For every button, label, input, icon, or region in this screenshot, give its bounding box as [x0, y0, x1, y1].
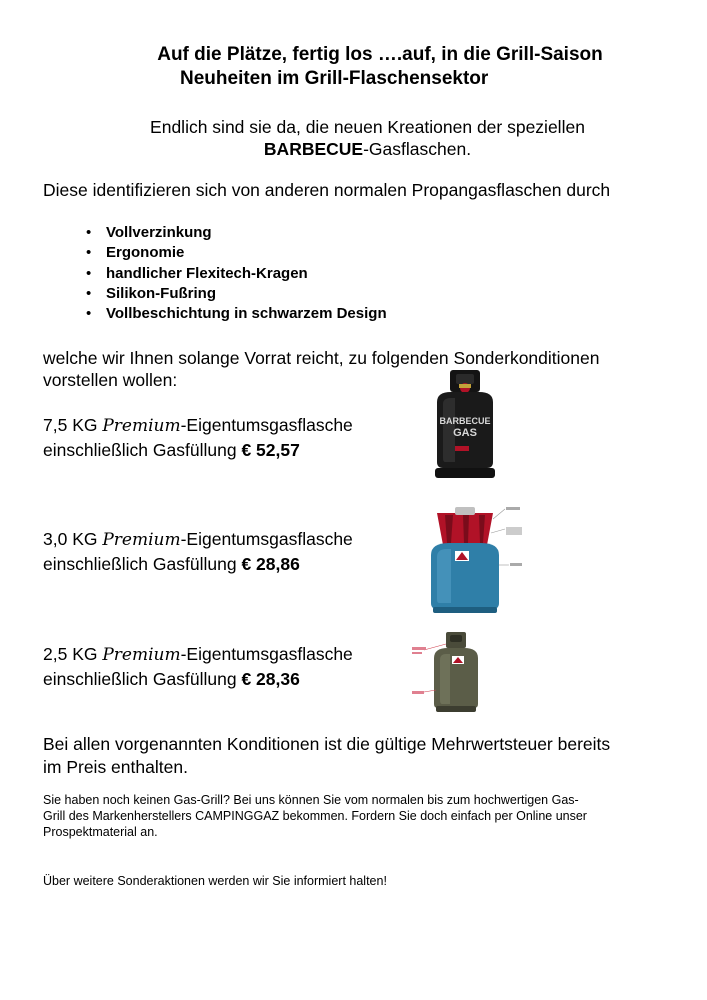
product-size: 3,0 KG: [43, 529, 103, 549]
product-offer-7-5kg: [43, 413, 353, 462]
annotation-mark: [412, 691, 424, 694]
intro-line-2: [0, 138, 707, 160]
fill-text: einschließlich Gasfüllung: [43, 554, 242, 574]
offer-intro-line-2: vorstellen wollen:: [43, 370, 178, 390]
collar-handle-opening: [456, 374, 474, 384]
black-barbecue-gas-bottle-image: [425, 368, 505, 480]
vat-note-line-2: im Preis enthalten.: [43, 757, 188, 777]
feature-item: • Ergonomie: [86, 243, 387, 263]
brand-name: BARBECUE: [263, 139, 364, 159]
product-price: € 28,86: [241, 554, 300, 574]
feature-item: • Vollverzinkung: [86, 223, 387, 243]
collar-handle-opening: [450, 635, 462, 642]
premium-label: Premium: [102, 530, 181, 550]
product-type: -Eigentumsgasflasche: [180, 415, 353, 435]
product-fill: [43, 667, 353, 691]
product-price: € 52,57: [241, 440, 300, 460]
vat-note: [43, 733, 610, 779]
grill-note-line-3: Prospektmaterial an.: [43, 825, 158, 839]
intro-text: [0, 116, 707, 160]
product-title: [43, 413, 353, 438]
premium-label: Premium: [102, 645, 181, 665]
product-offer-2-5kg: [43, 642, 353, 691]
olive-gas-bottle-image: [410, 630, 500, 714]
grill-note-line-1: Sie haben noch keinen Gas-Grill? Bei uns können Sie vom normalen bis zum hochwertigen Gas-: [43, 793, 579, 807]
fill-text: einschließlich Gasfüllung: [43, 440, 242, 460]
valve-ring: [459, 384, 471, 388]
vat-note-line-1: Bei allen vorgenannten Konditionen ist die gültige Mehrwertsteuer bereits: [43, 734, 611, 754]
product-fill: [43, 552, 353, 576]
premium-label: Premium: [102, 416, 181, 436]
offer-intro: [43, 347, 599, 391]
bottle-foot-ring: [433, 607, 497, 613]
heading-line-2: Neuheiten im Grill-Flaschensektor: [180, 68, 489, 89]
body-highlight: [440, 654, 450, 704]
identify-text: Diese identifizieren sich von anderen normalen Propangasflaschen durch: [43, 180, 611, 200]
feature-item: • Silikon-Fußring: [86, 284, 387, 304]
annotation-mark: [412, 647, 426, 650]
product-size: 7,5 KG: [43, 415, 103, 435]
product-title: [43, 527, 353, 552]
product-offer-3-0kg: [43, 527, 353, 576]
product-type: -Eigentumsgasflasche: [180, 529, 353, 549]
offer-intro-line-1: welche wir Ihnen solange Vorrat reicht, zu folgenden Sonderkonditionen: [43, 348, 600, 368]
product-size: 2,5 KG: [43, 644, 103, 664]
product-price: € 28,36: [241, 669, 300, 689]
product-type: -Eigentumsgasflasche: [180, 644, 353, 664]
fill-text: einschließlich Gasfüllung: [43, 669, 242, 689]
annotation-mark: [510, 563, 522, 566]
warning-label: [455, 446, 469, 451]
feature-item: • handlicher Flexitech-Kragen: [86, 264, 387, 284]
valve: [455, 507, 475, 515]
heading-line-1: Auf die Plätze, fertig los ….auf, in die Grill-Saison: [157, 44, 603, 65]
feature-list: [86, 223, 387, 324]
annotation-line: [491, 529, 505, 533]
bottle-label-barbecue: BARBECUE: [439, 416, 491, 426]
product-fill: [43, 438, 353, 462]
body-highlight: [437, 549, 451, 603]
feature-item: • Vollbeschichtung in schwarzem Design: [86, 304, 387, 324]
annotation-mark: [506, 507, 520, 510]
annotation-line: [493, 509, 505, 519]
intro-line-1: Endlich sind sie da, die neuen Kreationen der speziellen: [150, 117, 585, 137]
bottle-foot-ring: [436, 706, 476, 712]
annotation-mark: [506, 527, 522, 535]
intro-suffix: -Gasflaschen.: [363, 139, 472, 159]
bottle-foot-ring: [435, 468, 495, 478]
grill-note: [43, 792, 673, 840]
annotation-mark: [412, 652, 422, 654]
blue-gas-bottle-image: [405, 503, 525, 615]
closing-note: Über weitere Sonderaktionen werden wir Sie informiert halten!: [43, 874, 387, 888]
product-title: [43, 642, 353, 667]
grill-note-line-2: Grill des Markenherstellers CAMPINGGAZ bekommen. Fordern Sie doch einfach per Online unser: [43, 809, 587, 823]
bottle-label-gas: GAS: [453, 427, 477, 439]
